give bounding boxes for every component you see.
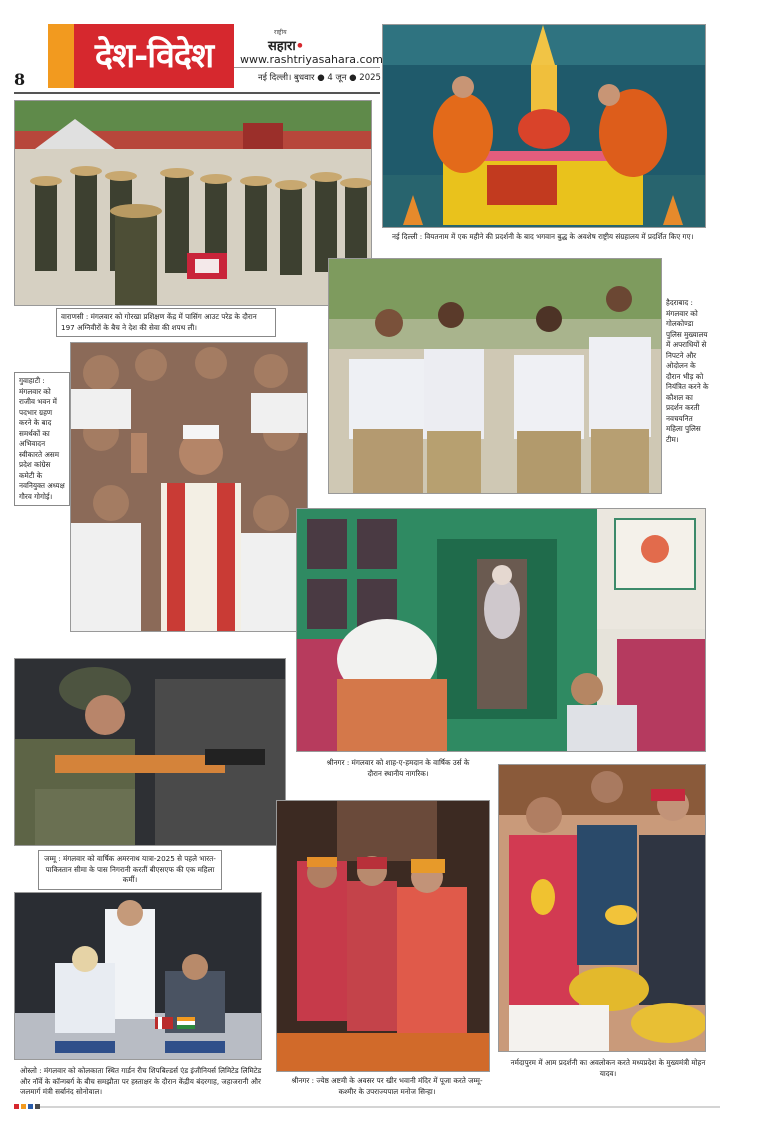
shrine-scene xyxy=(297,509,706,752)
caption-hyderabad: हैदराबाद : मंगलवार को गोलकोण्डा पुलिस मुख्यालय में अपराधियों से निपटने और ओदोलन के दौरान भीड़ को नियंत्रित करने के कौशल का प्रदर्शन करती नवचयनित महिला पुलिस टीम। xyxy=(666,298,709,444)
photo-guwahati-crowd xyxy=(70,342,308,632)
buddha-relics-scene xyxy=(383,25,706,228)
caption-oslo: ओस्लो : मंगलवार को कोलकाता स्थित गार्डन रीच शिपबिल्डर्स एंड इंजीनियर्स लिमिटेड लिमिटेड और नॉर्वे के कॉन्गबर्ग के बीच समझौता पर हस्ताक्षर के दौरान केंद्रीय बंदरगाह, जहाजरानी और जलमार्ग मंत्री सर्बानंद सोनोवाल। xyxy=(20,1066,262,1096)
website-url[interactable]: www.rashtriyasahara.com xyxy=(240,53,384,66)
footer-dot xyxy=(14,1104,19,1109)
photo-kheer-bhawani xyxy=(276,800,490,1072)
caption-varanasi: वाराणसी : मंगलवार को गोरखा प्रशिक्षण केंद्र में पासिंग आउट परेड के दौरान 197 अग्निवीरों के बैच ने देश की सेवा की शपथ ली। xyxy=(56,308,276,337)
brand-logo: सहारा• xyxy=(268,39,305,54)
footer-dots xyxy=(14,1104,40,1109)
photo-mango-exhibition xyxy=(498,764,706,1052)
kheer-bhawani-scene xyxy=(277,801,490,1072)
photo-oslo-signing xyxy=(14,892,262,1060)
photo-varanasi-parade xyxy=(14,100,372,306)
caption-delhi-buddha: नई दिल्ली : वियतनाम में एक महीने की प्रदर्शनी के बाद भगवान बुद्ध के अवशेष राष्ट्रीय संग्रहालय में प्रदर्शित किए गए। xyxy=(392,232,694,241)
section-title: देश-विदेश xyxy=(74,24,234,88)
footer-dot xyxy=(28,1104,33,1109)
photo-buddha-relics xyxy=(382,24,706,228)
caption-srinagar-jyeshtha: श्रीनगर : ज्येष्ठ अष्टमी के अवसर पर खीर भवानी मंदिर में पूजा करते जम्मू-कश्मीर के उपराज्यपाल मनोज सिन्हा। xyxy=(291,1076,483,1096)
brand-tagline: राष्ट्रीय xyxy=(274,29,287,36)
dateline: नई दिल्ली। बुधवार ● 4 जून ● 2025 xyxy=(258,73,381,83)
photo-jammu-bsf xyxy=(14,658,286,846)
masthead-accent xyxy=(48,24,74,88)
caption-srinagar-shah: श्रीनगर : मंगलवार को शाह-ए-हमदान के वार्षिक उर्स के दौरान स्थानीय नागरिक। xyxy=(326,758,470,778)
signing-scene xyxy=(15,893,262,1060)
brand-name: सहारा xyxy=(268,39,296,54)
guwahati-crowd-scene xyxy=(71,343,308,632)
varanasi-scene xyxy=(15,101,372,306)
caption-narmadapuram: नर्मदापुरम में आम प्रदर्शनी का अवलोकन करते मध्यप्रदेश के मुख्यमंत्री मोहन यादव। xyxy=(510,1058,706,1078)
caption-jammu: जम्मू : मंगलवार को वार्षिक अमरनाथ यात्रा-2025 से पहले भारत-पाकिस्तान सीमा के पास निगरानी करतीं बीएसएफ की एक महिला कर्मी। xyxy=(38,850,222,890)
caption-guwahati: गुवाहाटी : मंगलवार को राजीव भवन में पदभार ग्रहण करने के बाद समर्थकों का अभिवादन स्वीकारते असम प्रदेश कांग्रेस कमेटी के नवनियुक्त अध्यक्ष गौरव गोगोई। xyxy=(14,372,70,506)
photo-hyderabad-police xyxy=(328,258,662,494)
header-rule xyxy=(14,92,380,94)
photo-srinagar-shrine xyxy=(296,508,706,752)
footer-rule xyxy=(40,1106,720,1108)
footer-dot xyxy=(21,1104,26,1109)
header-divider xyxy=(234,67,380,68)
mango-scene xyxy=(499,765,706,1052)
bsf-scene xyxy=(15,659,286,846)
page-number: 8 xyxy=(14,70,26,89)
police-drill-scene xyxy=(329,259,662,494)
